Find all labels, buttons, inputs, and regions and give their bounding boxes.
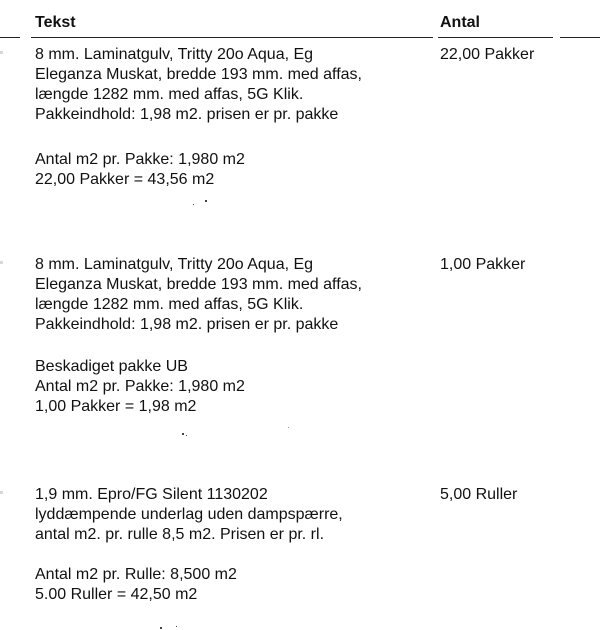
item-description: 8 mm. Laminatgulv, Tritty 20o Aqua, Eg Eleganza Muskat, bredde 193 mm. med affas, længde 1282 mm. med affas, 5G Klik. Pakkeindhold: 1,98 m2. prisen er pr. pakke xyxy=(35,46,362,123)
header-divider-left xyxy=(0,37,20,38)
table-header xyxy=(0,0,600,40)
item-quantity: 1,00 Pakker xyxy=(440,256,526,273)
scan-speck xyxy=(288,427,289,428)
row-marker xyxy=(0,491,3,494)
row-marker xyxy=(0,261,3,264)
scan-speck xyxy=(182,433,184,435)
scan-speck xyxy=(186,435,187,436)
item-quantity: 22,00 Pakker xyxy=(440,46,535,63)
header-divider-tekst xyxy=(31,37,433,38)
item-details: Beskadiget pakke UB Antal m2 pr. Pakke: 1,980 m2 1,00 Pakker = 1,98 m2 xyxy=(35,358,245,415)
header-divider-antal xyxy=(438,37,553,38)
item-quantity: 5,00 Ruller xyxy=(440,486,518,503)
header-divider-right xyxy=(560,37,600,38)
item-details: Antal m2 pr. Pakke: 1,980 m2 22,00 Pakker = 43,56 m2 xyxy=(35,151,245,188)
column-header-tekst: Tekst xyxy=(35,14,76,31)
scan-speck xyxy=(176,626,177,627)
item-details: Antal m2 pr. Rulle: 8,500 m2 5.00 Ruller = 42,50 m2 xyxy=(35,566,237,603)
scan-speck xyxy=(193,204,194,205)
item-description: 8 mm. Laminatgulv, Tritty 20o Aqua, Eg Eleganza Muskat, bredde 193 mm. med affas, længde 1282 mm. med affas, 5G Klik. Pakkeindhold: 1,98 m2. prisen er pr. pakke xyxy=(35,256,362,333)
column-header-antal: Antal xyxy=(440,14,480,31)
scan-speck xyxy=(205,200,207,202)
row-marker xyxy=(0,51,3,54)
scan-speck xyxy=(160,627,162,629)
item-description: 1,9 mm. Epro/FG Silent 1130202 lyddæmpende underlag uden dampspærre, antal m2. pr. rulle 8,5 m2. Prisen er pr. rl. xyxy=(35,486,343,543)
